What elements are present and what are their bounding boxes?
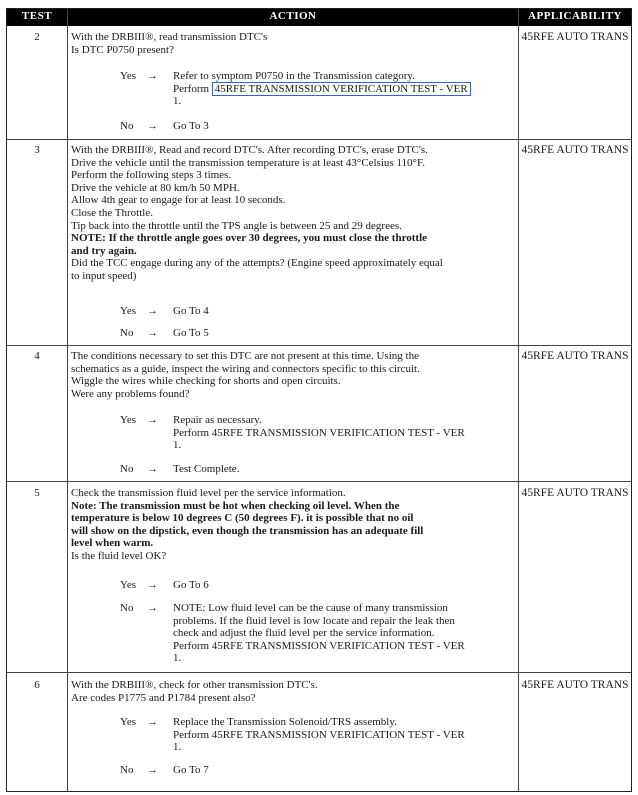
applicability: 45RFE AUTO TRANS	[521, 487, 629, 499]
action-text: The conditions necessary to set this DTC are not present at this time. Using the schematics as a guide, inspect the wiring and connectors specific to this circuit. Wiggle the wires while checking for shorts and open circuits. Were any problems found?	[71, 350, 420, 400]
yes-result: Replace the Transmission Solenoid/TRS assembly. Perform 45RFE TRANSMISSION VERIFICATION TEST - VER 1.	[173, 716, 465, 754]
yes-label: Yes	[120, 414, 137, 426]
no-result: Go To 7	[173, 764, 209, 776]
yes-label: Yes	[120, 70, 137, 82]
test-number: 4	[34, 350, 40, 362]
action-text: Check the transmission fluid level per the service information. Note: The transmission must be hot when checking oil level. When the temperature is below 10 degrees C (50 degrees F). it is possible that no oil will show on the dipstick, even though the transmission has an adequate fill level when warm. Is the fluid level OK?	[71, 487, 517, 563]
no-result: NOTE: Low fluid level can be the cause of many transmission problems. If the fluid level is low locate and repair the leak then check and adjust the fluid level per the service information. Perform 45RFE TRANSMISSION VERIFICATION TEST - VER 1.	[173, 602, 465, 665]
header-test: TEST	[21, 10, 53, 22]
applicability: 45RFE AUTO TRANS	[521, 144, 629, 156]
yes-result: Go To 4	[173, 305, 209, 317]
yes-label: Yes	[120, 716, 137, 728]
arrow-icon: →	[147, 70, 158, 82]
applicability: 45RFE AUTO TRANS	[521, 31, 629, 43]
no-label: No	[120, 764, 134, 776]
arrow-icon: →	[147, 463, 158, 475]
test-number: 5	[34, 487, 40, 499]
arrow-icon: →	[147, 764, 158, 776]
arrow-icon: →	[147, 414, 158, 426]
test-number: 6	[34, 679, 40, 691]
test-number: 3	[34, 144, 40, 156]
row-divider	[7, 481, 631, 482]
note-text: temperature is below 10 degrees C (50 degrees F). it is possible that no oil	[71, 512, 414, 525]
test-number: 2	[34, 31, 40, 43]
column-divider	[518, 9, 519, 791]
no-label: No	[120, 120, 134, 132]
note-text: and try again.	[71, 244, 137, 257]
yes-result: Go To 6	[173, 579, 209, 591]
action-text: With the DRBIII®, check for other transmission DTC's. Are codes P1775 and P1784 present also?	[71, 679, 318, 704]
row-divider	[7, 672, 631, 673]
arrow-icon: →	[147, 579, 158, 591]
table-header	[7, 9, 631, 26]
no-label: No	[120, 463, 134, 475]
no-result: Go To 3	[173, 120, 209, 132]
arrow-icon: →	[147, 602, 158, 614]
header-action: ACTION	[269, 10, 317, 22]
applicability: 45RFE AUTO TRANS	[521, 679, 629, 691]
yes-label: Yes	[120, 579, 137, 591]
arrow-icon: →	[147, 120, 158, 132]
verification-test-link[interactable]: 45RFE TRANSMISSION VERIFICATION TEST - VER	[212, 82, 471, 96]
no-result: Test Complete.	[173, 463, 240, 475]
note-text: Note: The transmission must be hot when checking oil level. When the	[71, 499, 400, 512]
yes-result: Refer to symptom P0750 in the Transmission category. Perform 45RFE TRANSMISSION VERIFICATION TEST - VER 1.	[173, 70, 471, 108]
column-divider	[67, 9, 68, 791]
action-text: With the DRBIII®, Read and record DTC's. After recording DTC's, erase DTC's. Drive the vehicle until the transmission temperature is at least 43°Celsius 110°F. Perform the following steps 3 times. Drive the vehicle at 80 km/h 50 MPH. Allow 4th gear to engage for at least 10 seconds. Close the Throttle. Tip back into the throttle until the TPS angle is between 25 and 29 degrees. NOTE: If the throttle angle goes over 30 degrees, you must close the throttle and try again. Did the TCC engage during any of the attempts? (Engine speed approximately equal to input speed)	[71, 144, 517, 283]
no-label: No	[120, 327, 134, 339]
note-text: level when warm.	[71, 537, 154, 550]
no-label: No	[120, 602, 134, 614]
arrow-icon: →	[147, 716, 158, 728]
diagnostic-table	[6, 8, 632, 792]
row-divider	[7, 345, 631, 346]
no-result: Go To 5	[173, 327, 209, 339]
applicability: 45RFE AUTO TRANS	[521, 350, 629, 362]
yes-label: Yes	[120, 305, 137, 317]
yes-result: Repair as necessary. Perform 45RFE TRANSMISSION VERIFICATION TEST - VER 1.	[173, 414, 465, 452]
note-text: NOTE: If the throttle angle goes over 30 degrees, you must close the throttle	[71, 232, 428, 245]
row-divider	[7, 139, 631, 140]
note-text: will show on the dipstick, even though the transmission has an adequate fill	[71, 524, 424, 537]
action-text: With the DRBIII®, read transmission DTC's Is DTC P0750 present?	[71, 31, 268, 56]
header-applicability: APPLICABILITY	[528, 10, 622, 22]
arrow-icon: →	[147, 327, 158, 339]
arrow-icon: →	[147, 305, 158, 317]
